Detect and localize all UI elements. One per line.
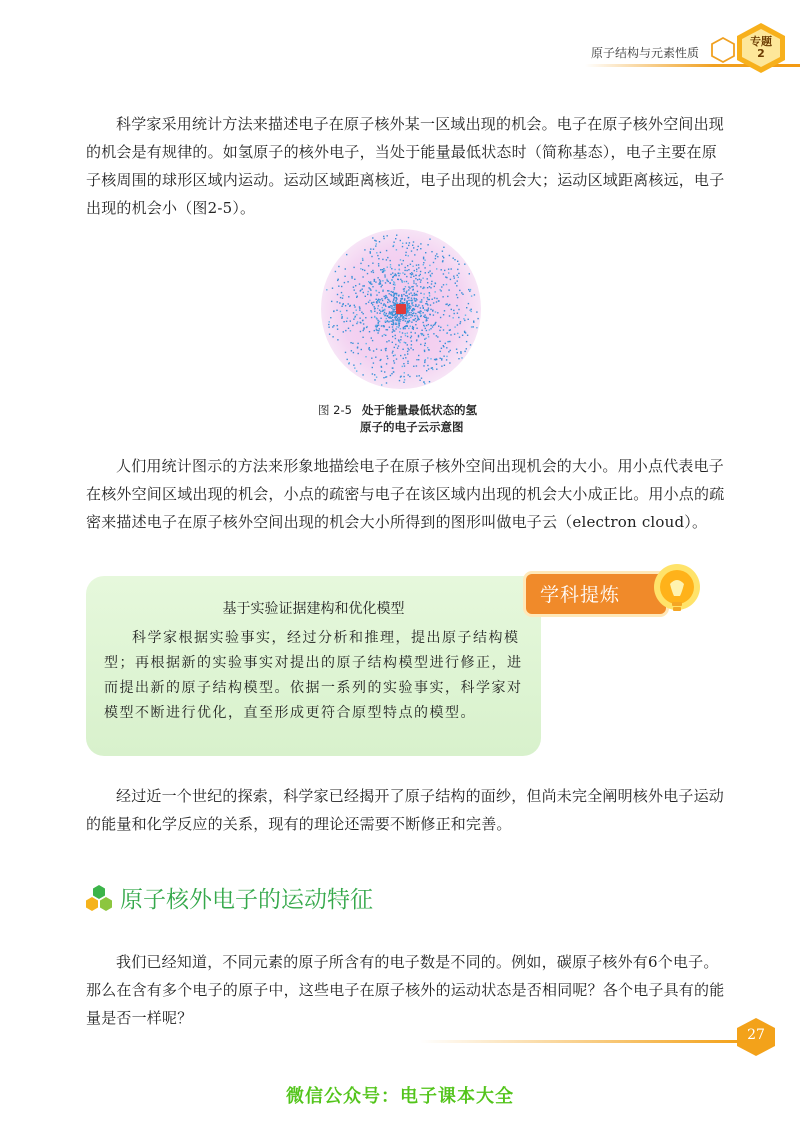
hexagon-cluster-icon [84, 884, 114, 912]
chapter-badge [733, 36, 789, 60]
figure-caption-line2: 原子的电子云示意图 [360, 420, 464, 434]
paragraph-electron-cloud: 人们用统计图示的方法来形象地描绘电子在原子核外空间出现机会的大小。用小点代表电子在核外空间区域出现的机会，小点的疏密与电子在该区域内出现的机会大小成正比。用小点的疏密来描述电子在原子核外空间出现的机会大小所得到的图形叫做电子云（electron cloud）。 [86, 457, 725, 531]
nucleus [396, 304, 406, 314]
footer-rule [420, 1040, 738, 1043]
page-number: 27 [747, 1027, 765, 1043]
discipline-box-title: 基于实验证据建构和优化模型 [222, 601, 405, 617]
discipline-tag-label: 学科提炼 [540, 584, 621, 606]
lightbulb-icon [652, 562, 702, 622]
chapter-title: 原子结构与元素性质 [591, 46, 700, 60]
discipline-box-body: 科学家根据实验事实，经过分析和推理，提出原子结构模型；再根据新的实验事实对提出的原子结构模型进行修正，进而提出新的原子结构模型。依据一系列的实验事实，科学家对模型不断进行优化，直至形成更符合原型特点的模型。 [104, 630, 523, 721]
badge-number: 2 [757, 47, 765, 60]
figure-caption [318, 402, 518, 436]
paragraph-carbon-electrons: 我们已经知道，不同元素的原子所含有的电子数是不同的。例如，碳原子核外有6个电子。那么在含有多个电子的原子中，这些电子在原子核外的运动状态是否相同呢？各个电子具有的能量是否一样呢？ [86, 953, 725, 1027]
figure-number: 图 2-5 [318, 403, 352, 417]
paragraph-exploration: 经过近一个世纪的探索，科学家已经揭开了原子结构的面纱，但尚未完全阐明核外电子运动的能量和化学反应的关系，现有的理论还需要不断修正和完善。 [86, 787, 725, 833]
electron-cloud-figure [320, 228, 482, 390]
figure-caption-line1: 处于能量最低状态的氢 [361, 403, 477, 417]
watermark: 微信公众号：电子课本大全 [286, 1086, 514, 1107]
section-title: 原子核外电子的运动特征 [120, 887, 373, 913]
paragraph-electron-statistics: 科学家采用统计方法来描述电子在原子核外某一区域出现的机会。电子在原子核外空间出现的机会是有规律的。如氢原子的核外电子，当处于能量最低状态时（简称基态），电子主要在原子核周围的球形区域内运动。运动区域距离核近，电子出现的机会大；运动区域距离核远，电子出现的机会小（图2-5）。 [86, 115, 725, 217]
badge-label: 专题 [750, 35, 772, 48]
